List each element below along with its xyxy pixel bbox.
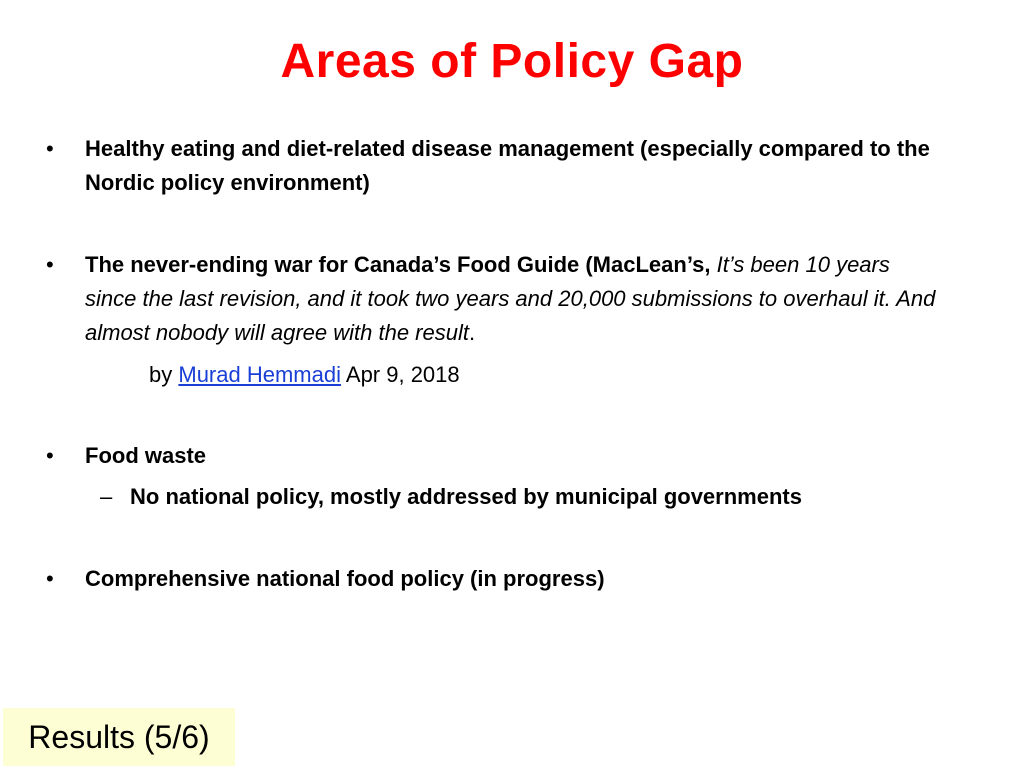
bullet-marker: • <box>46 443 54 468</box>
author-link[interactable]: Murad Hemmadi <box>178 362 341 387</box>
article-byline <box>149 360 460 390</box>
slide-title: Areas of Policy Gap <box>280 35 744 88</box>
bullet-bold-text: The never-ending war for Canada’s Food Guide (MacLean’s, <box>85 252 711 277</box>
bullet-text: Comprehensive national food policy (in progress) <box>85 566 605 591</box>
results-label: Results (5/6) <box>3 708 235 766</box>
bullet-text: Food waste <box>85 443 207 468</box>
byline-prefix: by <box>149 362 173 387</box>
bullet-end-text: . <box>468 320 476 345</box>
sub-bullet-text: No national policy, mostly addressed by municipal governments <box>130 484 802 509</box>
bullet-marker: • <box>46 566 54 591</box>
bullet-text: Healthy eating and diet-related disease management (especially compared to the Nordic policy environment) <box>85 136 930 195</box>
byline-date: Apr 9, 2018 <box>345 362 460 387</box>
bullet-italic-quote: It’s been 10 years since the last revision, and it took two years and 20,000 submissions to overhaul it. And almost nobody will agree with the result <box>85 252 936 345</box>
sub-bullet-marker: – <box>100 484 113 509</box>
bullet-marker: • <box>46 136 54 161</box>
bullet-marker: • <box>46 252 54 277</box>
bullet-text <box>85 248 945 350</box>
